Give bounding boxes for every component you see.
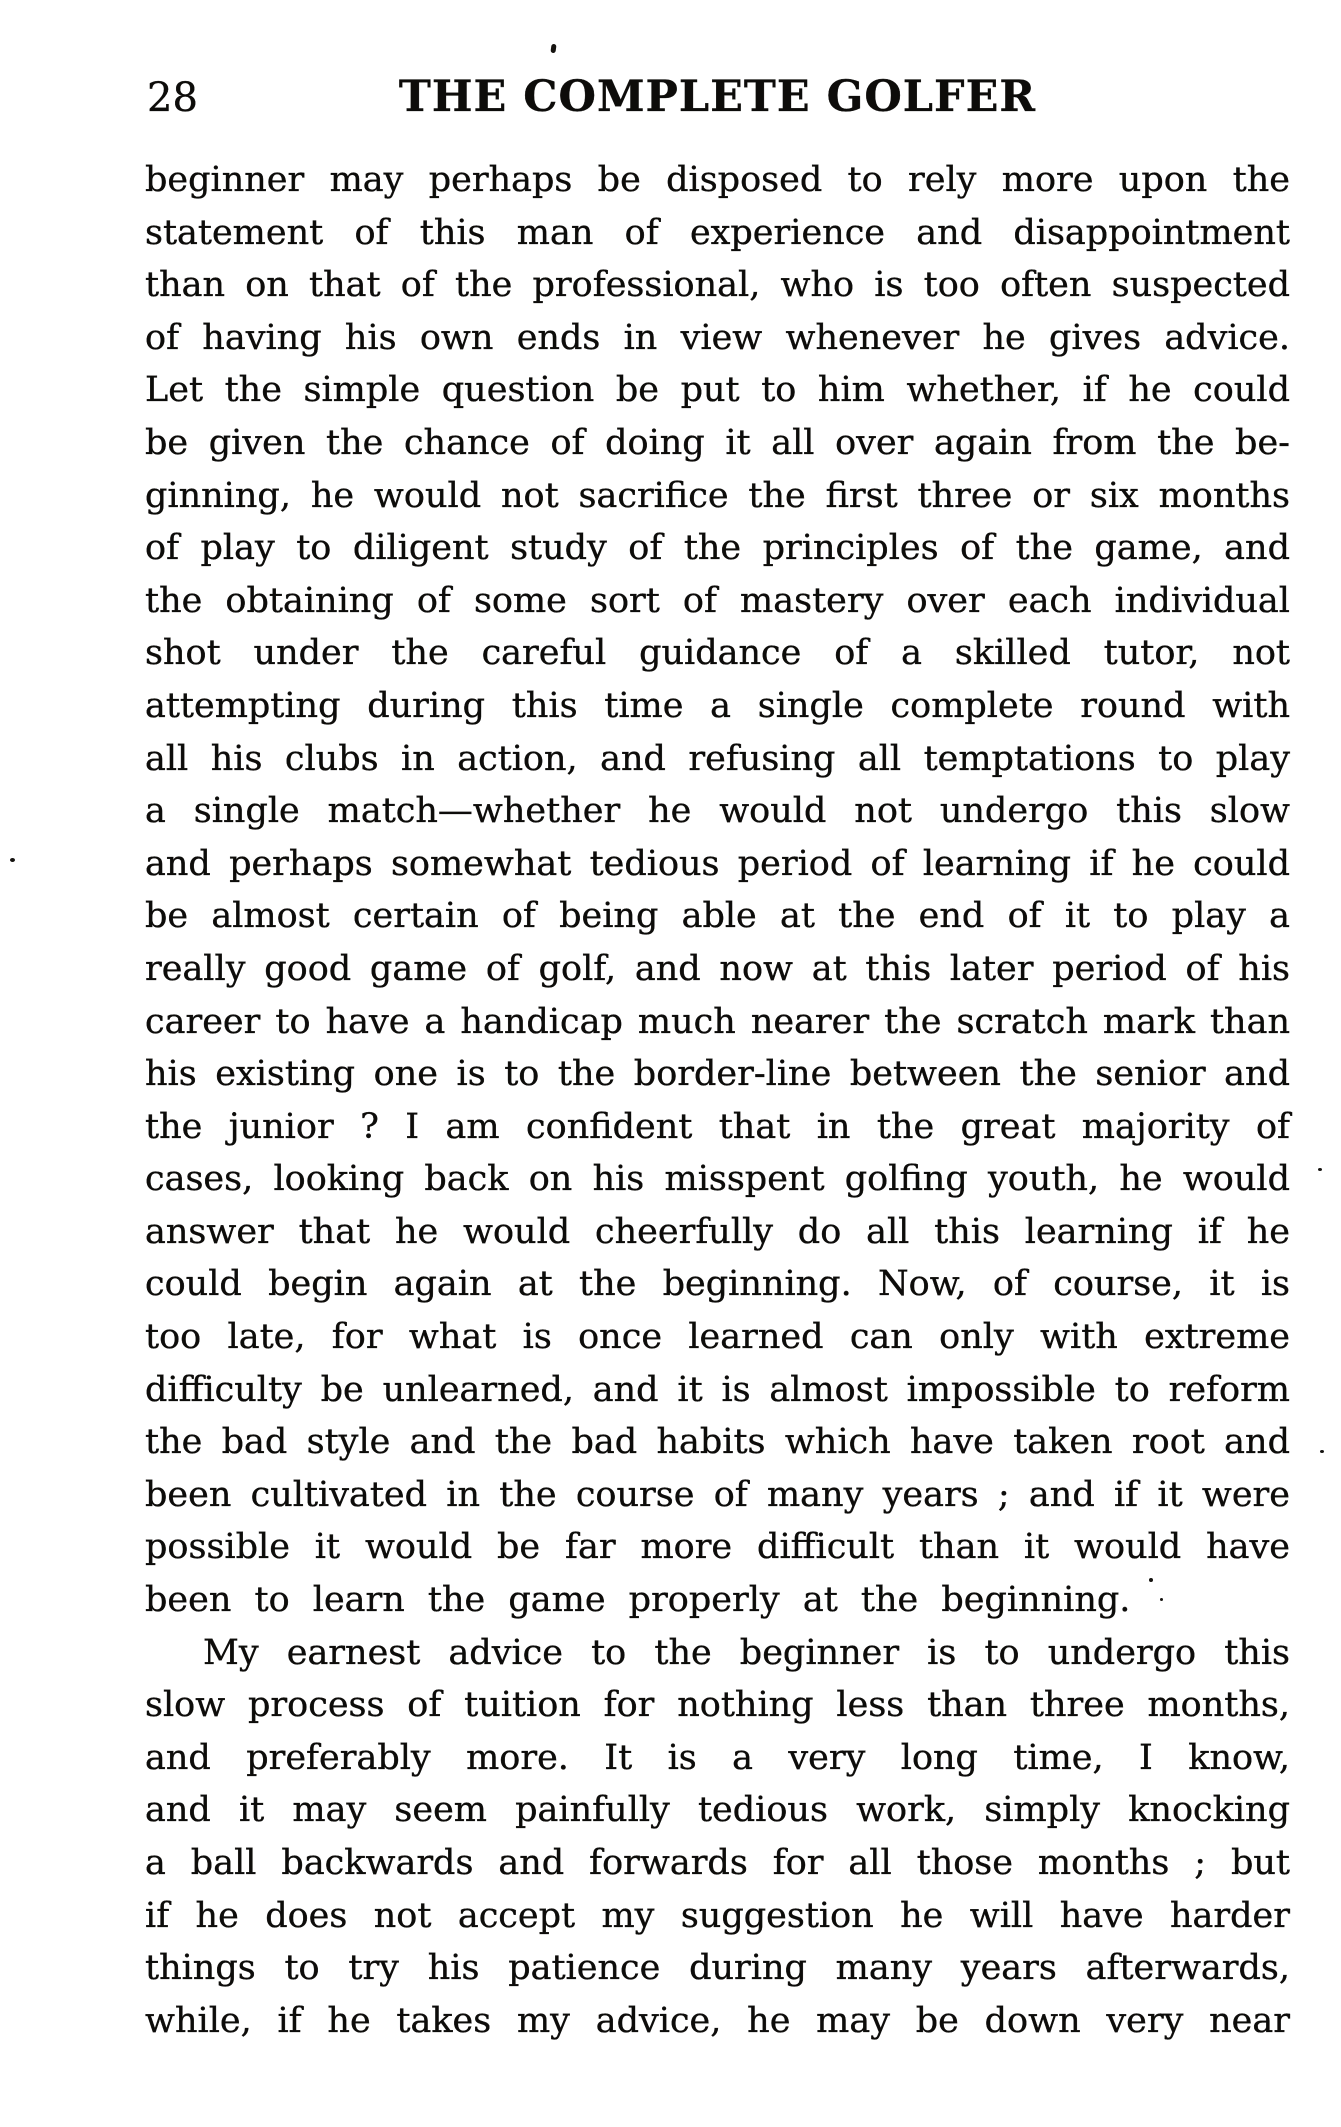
text-line: of having his own ends in view whenever he gives advice. <box>145 317 1290 358</box>
text-line: a single match—whether he would not undergo this slow <box>145 791 1290 832</box>
text-line: while, if he takes my advice, he may be down very near <box>145 2000 1290 2041</box>
text-line: beginner may perhaps be disposed to rely more upon the <box>145 160 1290 200</box>
text-line: the obtaining of some sort of mastery over each individual <box>145 580 1290 621</box>
text-line: attempting during this time a single complete round with <box>145 685 1290 726</box>
scan-speck <box>550 44 556 54</box>
text-line: be almost certain of being able at the end of it to play a <box>145 896 1290 937</box>
text-line: all his clubs in action, and refusing all temptations to play <box>145 738 1290 779</box>
scan-speck <box>1160 1598 1163 1601</box>
text-line: been to learn the game properly at the beginning. <box>145 1580 1131 1621</box>
scan-speck <box>1320 1450 1324 1453</box>
text-line: than on that of the professional, who is too often suspected <box>145 265 1290 306</box>
text-line: career to have a handicap much nearer the scratch mark than <box>145 1001 1290 1042</box>
scan-speck <box>1149 1578 1153 1582</box>
text-line: be given the chance of doing it all over again from the be- <box>145 422 1290 463</box>
text-line: difficulty be unlearned, and it is almost impossible to reform <box>145 1369 1290 1410</box>
text-line: really good game of golf, and now at this later period of his <box>145 948 1290 989</box>
text-line: answer that he would cheerfully do all this learning if he <box>145 1211 1290 1252</box>
scan-speck <box>1318 1168 1322 1171</box>
text-line: Let the simple question be put to him whether, if he could <box>145 370 1290 411</box>
scan-speck <box>10 858 15 862</box>
text-line: been cultivated in the course of many years ; and if it were <box>145 1474 1290 1515</box>
text-line: the junior ? I am confident that in the great majority of <box>145 1106 1290 1147</box>
text-line: and preferably more. It is a very long time, I know, <box>145 1737 1290 1778</box>
text-line: shot under the careful guidance of a skilled tutor, not <box>145 633 1290 674</box>
text-line: a ball backwards and forwards for all those months ; but <box>145 1843 1290 1883</box>
text-line: slow process of tuition for nothing less than three months, <box>145 1685 1290 1726</box>
text-line: ginning, he would not sacrifice the first three or six months <box>145 475 1290 516</box>
text-line: his existing one is to the border-line between the senior and <box>145 1054 1290 1095</box>
text-line: and perhaps somewhat tedious period of learning if he could <box>145 843 1290 884</box>
text-line: My earnest advice to the beginner is to undergo this <box>203 1632 1290 1673</box>
page-number: 28 <box>147 75 198 121</box>
text-line: could begin again at the beginning. Now, of course, it is <box>145 1264 1290 1305</box>
text-line: statement of this man of experience and disappointment <box>145 212 1290 253</box>
text-line: the bad style and the bad habits which have taken root and <box>145 1422 1290 1463</box>
text-line: if he does not accept my suggestion he will have harder <box>145 1895 1290 1936</box>
page-title: THE COMPLETE GOLFER <box>398 72 1037 122</box>
text-line: too late, for what is once learned can only with extreme <box>145 1317 1290 1358</box>
page-body <box>145 154 1290 2047</box>
text-line: cases, looking back on his misspent golfing youth, he would <box>145 1159 1290 1200</box>
text-line: of play to diligent study of the principles of the game, and <box>145 528 1290 569</box>
text-line: things to try his patience during many years afterwards, <box>145 1948 1290 1989</box>
text-line: and it may seem painfully tedious work, simply knocking <box>145 1790 1290 1831</box>
text-line: possible it would be far more difficult than it would have <box>145 1527 1290 1568</box>
